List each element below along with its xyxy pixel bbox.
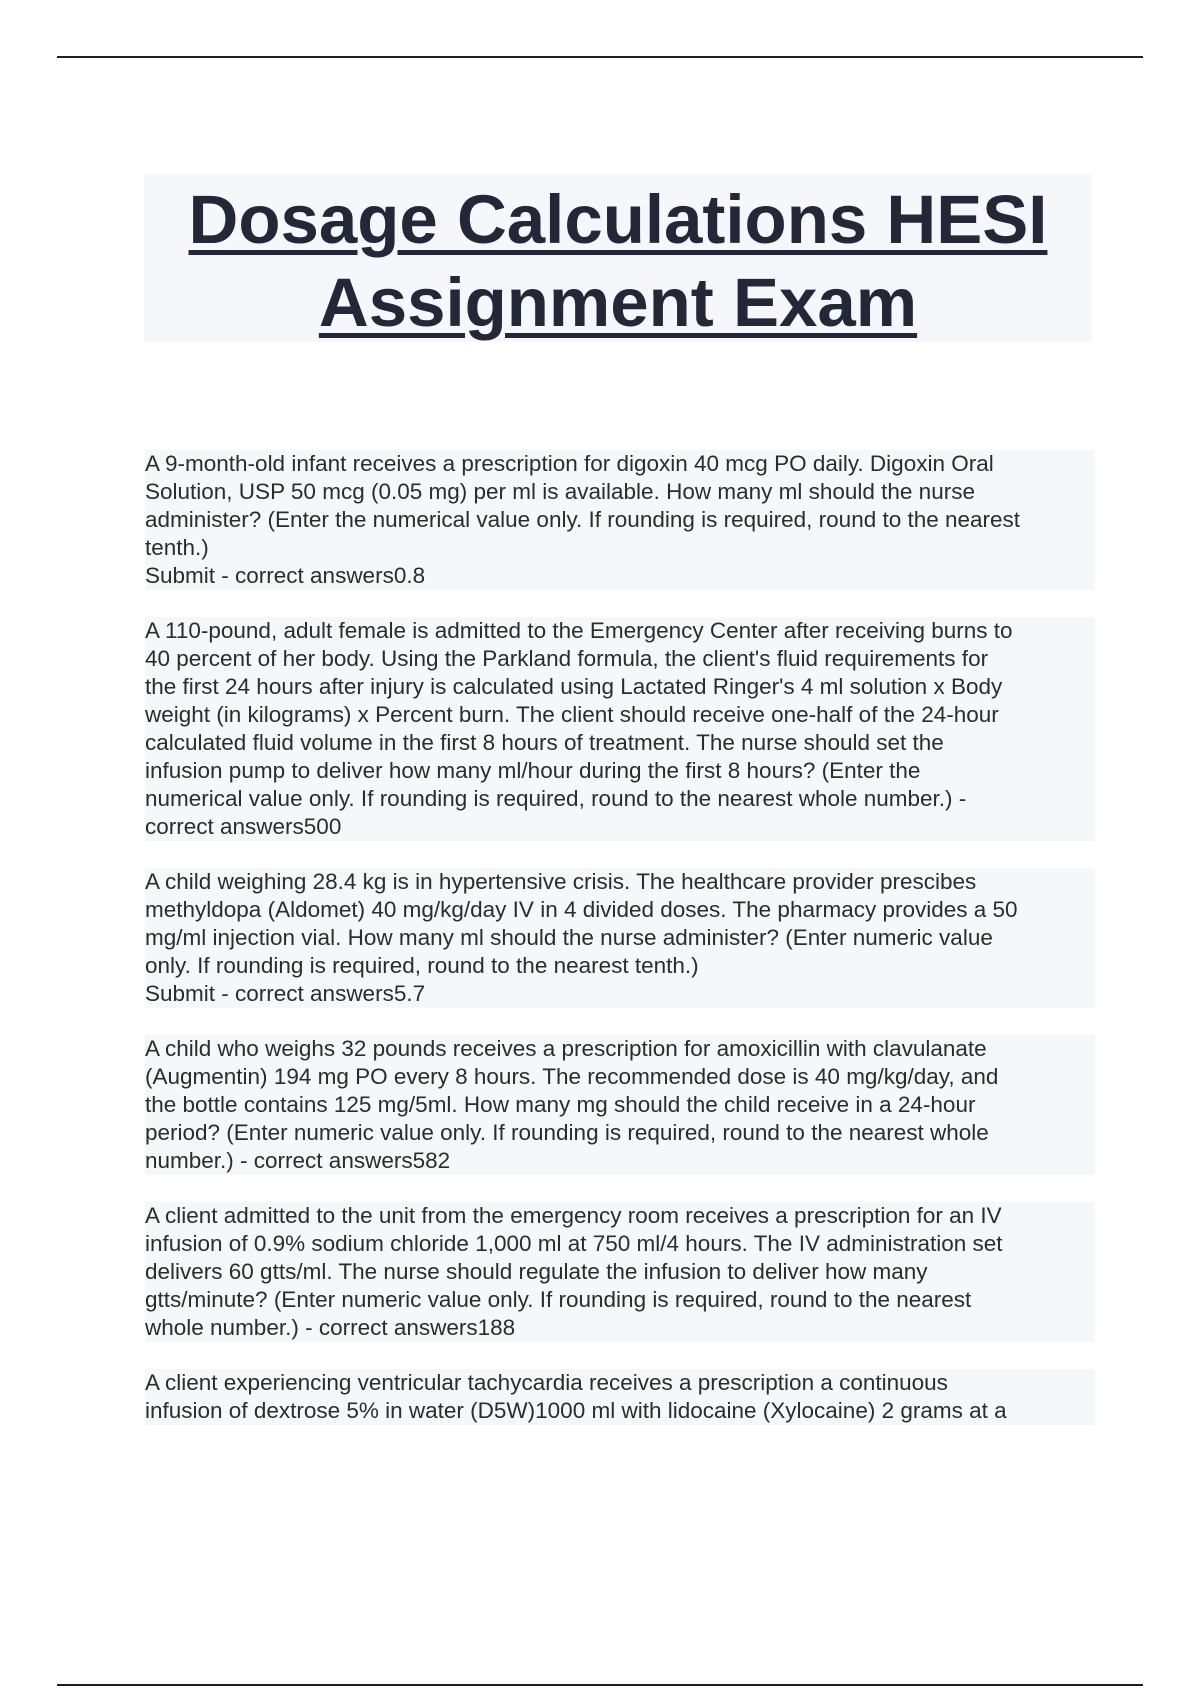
question-answer-3: A child weighing 28.4 kg is in hypertensive crisis. The healthcare provider prescibes methyldopa (Aldomet) 40 mg/kg/day IV in 4 divided doses. The pharmacy provides a 50 mg/ml injection vial. How many ml should the nurse administer? (Enter numeric value only. If rounding is required, round to the nearest tenth.) Submit - correct answers5.7 [145, 868, 1095, 1008]
question-list [145, 450, 1095, 1452]
title-line-2: Assignment Exam [318, 264, 918, 341]
question-answer-1: A 9-month-old infant receives a prescription for digoxin 40 mcg PO daily. Digoxin Oral Solution, USP 50 mcg (0.05 mg) per ml is available. How many ml should the nurse administer? (Enter the numerical value only. If rounding is required, round to the nearest tenth.) Submit - correct answers0.8 [145, 450, 1095, 590]
bottom-divider [57, 1684, 1143, 1686]
question-answer-4: A child who weighs 32 pounds receives a prescription for amoxicillin with clavulanate (Augmentin) 194 mg PO every 8 hours. The recommended dose is 40 mg/kg/day, and the bottle contains 125 mg/5ml. How many mg should the child receive in a 24-hour period? (Enter numeric value only. If rounding is required, round to the nearest whole number.) - correct answers582 [145, 1035, 1095, 1175]
question-answer-6: A client experiencing ventricular tachycardia receives a prescription a continuous infusion of dextrose 5% in water (D5W)1000 ml with lidocaine (Xylocaine) 2 grams at a [145, 1369, 1095, 1425]
question-answer-2: A 110-pound, adult female is admitted to the Emergency Center after receiving burns to 40 percent of her body. Using the Parkland formula, the client's fluid requirements for the first 24 hours after injury is calculated using Lactated Ringer's 4 ml solution x Body weight (in kilograms) x Percent burn. The client should receive one-half of the 24-hour calculated fluid volume in the first 8 hours of treatment. The nurse should set the infusion pump to deliver how many ml/hour during the first 8 hours? (Enter the numerical value only. If rounding is required, round to the nearest whole number.) - correct answers500 [145, 617, 1095, 841]
title-line-1: Dosage Calculations HESI [188, 181, 1048, 258]
document-title [144, 174, 1092, 342]
question-answer-5: A client admitted to the unit from the emergency room receives a prescription for an IV infusion of 0.9% sodium chloride 1,000 ml at 750 ml/4 hours. The IV administration set delivers 60 gtts/ml. The nurse should regulate the infusion to deliver how many gtts/minute? (Enter numeric value only. If rounding is required, round to the nearest whole number.) - correct answers188 [145, 1202, 1095, 1342]
top-divider [57, 56, 1143, 58]
